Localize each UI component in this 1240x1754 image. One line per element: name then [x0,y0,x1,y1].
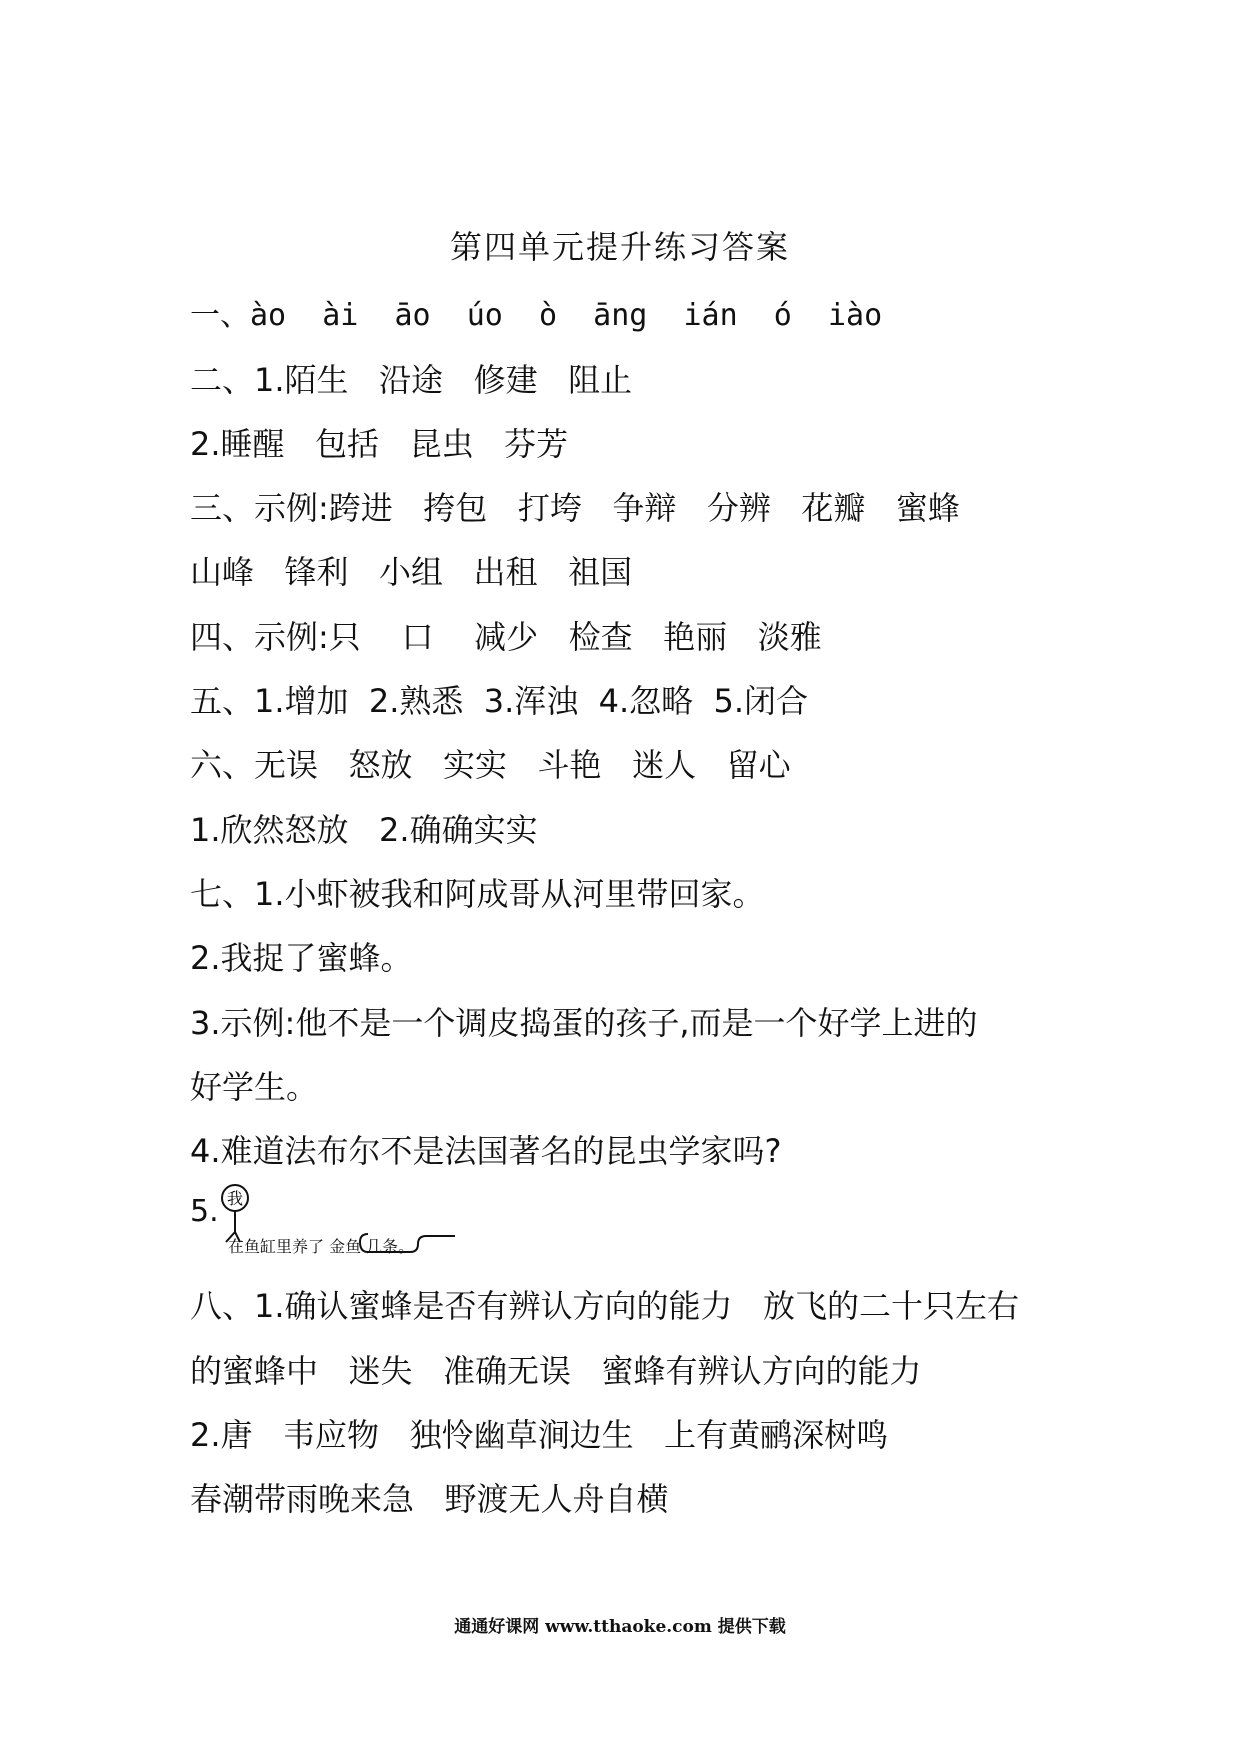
answer-line-1: 一、ào ài āo úo ò āng ián ó iào [190,298,883,333]
answer-line-5: 山峰 锋利 小组 出租 祖国 [190,553,633,591]
item-5-number: 5. [190,1194,219,1229]
answer-line-18: 春潮带雨晚来急 野渡无人舟自横 [190,1480,669,1518]
answer-line-15: 八、1.确认蜜蜂是否有辨认方向的能力 放飞的二十只左右 [190,1287,1020,1325]
inserted-word: 我 [226,1189,244,1208]
answer-line-17: 2.唐 韦应物 独怜幽草涧边生 上有黄鹂深树鸣 [190,1416,889,1454]
answer-line-10: 七、1.小虾被我和阿成哥从河里带回家。 [190,875,765,913]
answer-line-13: 好学生。 [190,1068,319,1106]
answer-line-2: 二、1.陌生 沿途 修建 阻止 [190,361,633,399]
answer-line-6: 四、示例:只 口 减少 检查 艳丽 淡雅 [190,618,822,656]
answer-line-11: 2.我捉了蜜蜂。 [190,939,413,977]
answer-line-7: 五、1.增加 2.熟悉 3.浑浊 4.忽略 5.闭合 [190,682,809,720]
answer-line-16: 的蜜蜂中 迷失 准确无误 蜜蜂有辨认方向的能力 [190,1352,922,1390]
answer-line-8: 六、无误 怒放 实实 斗艳 迷人 留心 [190,746,791,784]
answer-line-3: 2.睡醒 包括 昆虫 芬芳 [190,425,569,463]
answer-line-12: 3.示例:他不是一个调皮捣蛋的孩子,而是一个好学上进的 [190,1004,978,1042]
item-5-sentence: 在鱼缸里养了 金鱼 几条。 [228,1237,415,1256]
page-title: 第四单元提升练习答案 [449,228,790,266]
answer-line-14: 4.难道法布尔不是法国著名的昆虫学家吗? [190,1132,782,1170]
answer-line-9: 1.欣然怒放 2.确确实实 [190,811,538,849]
answer-line-4: 三、示例:跨进 挎包 打垮 争辩 分辨 花瓣 蜜蜂 [190,489,960,527]
page-footer: 通通好课网 www.tthaoke.com 提供下载 [454,1617,786,1637]
